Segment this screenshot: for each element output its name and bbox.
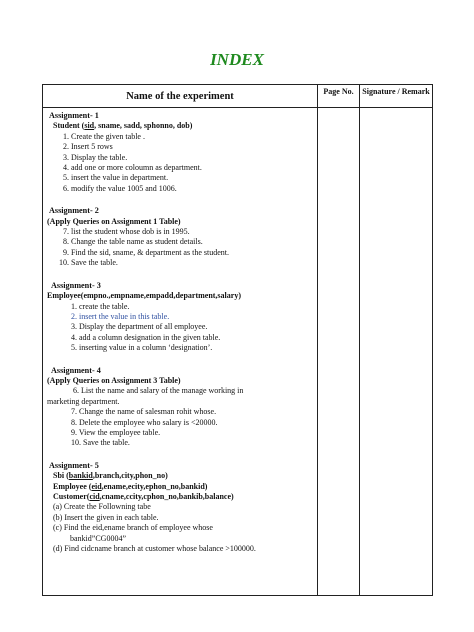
page-no-cell bbox=[318, 108, 360, 596]
assignment-title: Assignment- 2 bbox=[49, 206, 99, 216]
list-item: 7. Change the name of salesman rohit whose. bbox=[71, 407, 217, 417]
list-item: 4. add one or more coloumn as department. bbox=[63, 163, 202, 173]
experiments-cell bbox=[43, 108, 318, 596]
assignment-subtitle: (Apply Queries on Assignment 1 Table) bbox=[47, 216, 181, 226]
header-page: Page No. bbox=[318, 85, 360, 108]
list-item: 5. insert the value in department. bbox=[63, 173, 169, 183]
list-item: 3. Display the table. bbox=[63, 152, 128, 162]
list-item: 5. inserting value in a column ‘designation’. bbox=[71, 343, 213, 353]
list-item: 8. Delete the employee who salary is <20000. bbox=[71, 417, 218, 427]
assignment-schema: Sbi (bankid,branch,city,phon_no) bbox=[53, 471, 168, 481]
assignment-3 bbox=[47, 281, 313, 354]
assignment-4 bbox=[47, 366, 313, 449]
list-item: 6. List the name and salary of the manage working in bbox=[73, 386, 244, 396]
assignment-title: Assignment- 4 bbox=[51, 365, 101, 375]
signature-cell bbox=[360, 108, 433, 596]
list-item: 1. create the table. bbox=[71, 301, 130, 311]
assignment-title: Assignment- 3 bbox=[51, 280, 101, 290]
list-item: (c) Find the eid,ename branch of employee whose bbox=[53, 523, 213, 533]
assignment-schema: Student (sid, sname, sadd, sphonno, dob) bbox=[53, 121, 193, 131]
list-item: 6. modify the value 1005 and 1006. bbox=[63, 183, 177, 193]
header-name: Name of the experiment bbox=[43, 85, 318, 108]
list-item: 2. Insert 5 rows bbox=[63, 142, 113, 152]
list-item: (d) Find cidcname branch at customer whose balance >100000. bbox=[53, 544, 256, 554]
list-item: 10. Save the table. bbox=[59, 258, 118, 268]
table-header-row bbox=[43, 85, 433, 108]
index-table bbox=[42, 84, 433, 596]
list-item: 9. Find the sid, sname, & department as the student. bbox=[63, 247, 229, 257]
list-item-continuation: marketing department. bbox=[47, 396, 120, 406]
assignment-schema: Employee (eid,ename,ecity,ephon_no,bankid) bbox=[53, 481, 208, 491]
list-item-continuation: bankid”CG0004” bbox=[70, 533, 126, 543]
assignment-schema: Employee(empno.,empname,empadd,department,salary) bbox=[47, 291, 241, 301]
assignment-schema: Customer(cid,cname,ccity,cphon_no,bankib,balance) bbox=[53, 492, 234, 501]
assignment-title: Assignment- 1 bbox=[49, 111, 99, 120]
assignment-subtitle: (Apply Queries on Assignment 3 Table) bbox=[47, 375, 181, 385]
page-title: INDEX bbox=[210, 50, 264, 69]
assignment-2 bbox=[47, 206, 313, 268]
list-item: (a) Create the Followning tabe bbox=[53, 502, 151, 512]
table-body-row bbox=[43, 108, 433, 596]
list-item: 8. Change the table name as student details. bbox=[63, 237, 203, 247]
list-item: 7. list the student whose dob is in 1995. bbox=[63, 227, 190, 237]
header-signature: Signature / Remark bbox=[360, 85, 433, 108]
list-item: 9. View the employee table. bbox=[71, 427, 161, 437]
assignment-5 bbox=[47, 461, 313, 555]
assignment-title: Assignment- 5 bbox=[49, 460, 99, 470]
list-item: 2. insert the value in this table. bbox=[71, 311, 170, 321]
list-item: 3. Display the department of all employee. bbox=[71, 322, 208, 332]
list-item: (b) Insert the given in each table. bbox=[53, 512, 159, 522]
list-item: 4. add a column designation in the given table. bbox=[71, 332, 221, 342]
assignment-1 bbox=[47, 111, 313, 194]
list-item: 1. Create the given table . bbox=[63, 131, 145, 141]
list-item: 10. Save the table. bbox=[71, 438, 130, 448]
